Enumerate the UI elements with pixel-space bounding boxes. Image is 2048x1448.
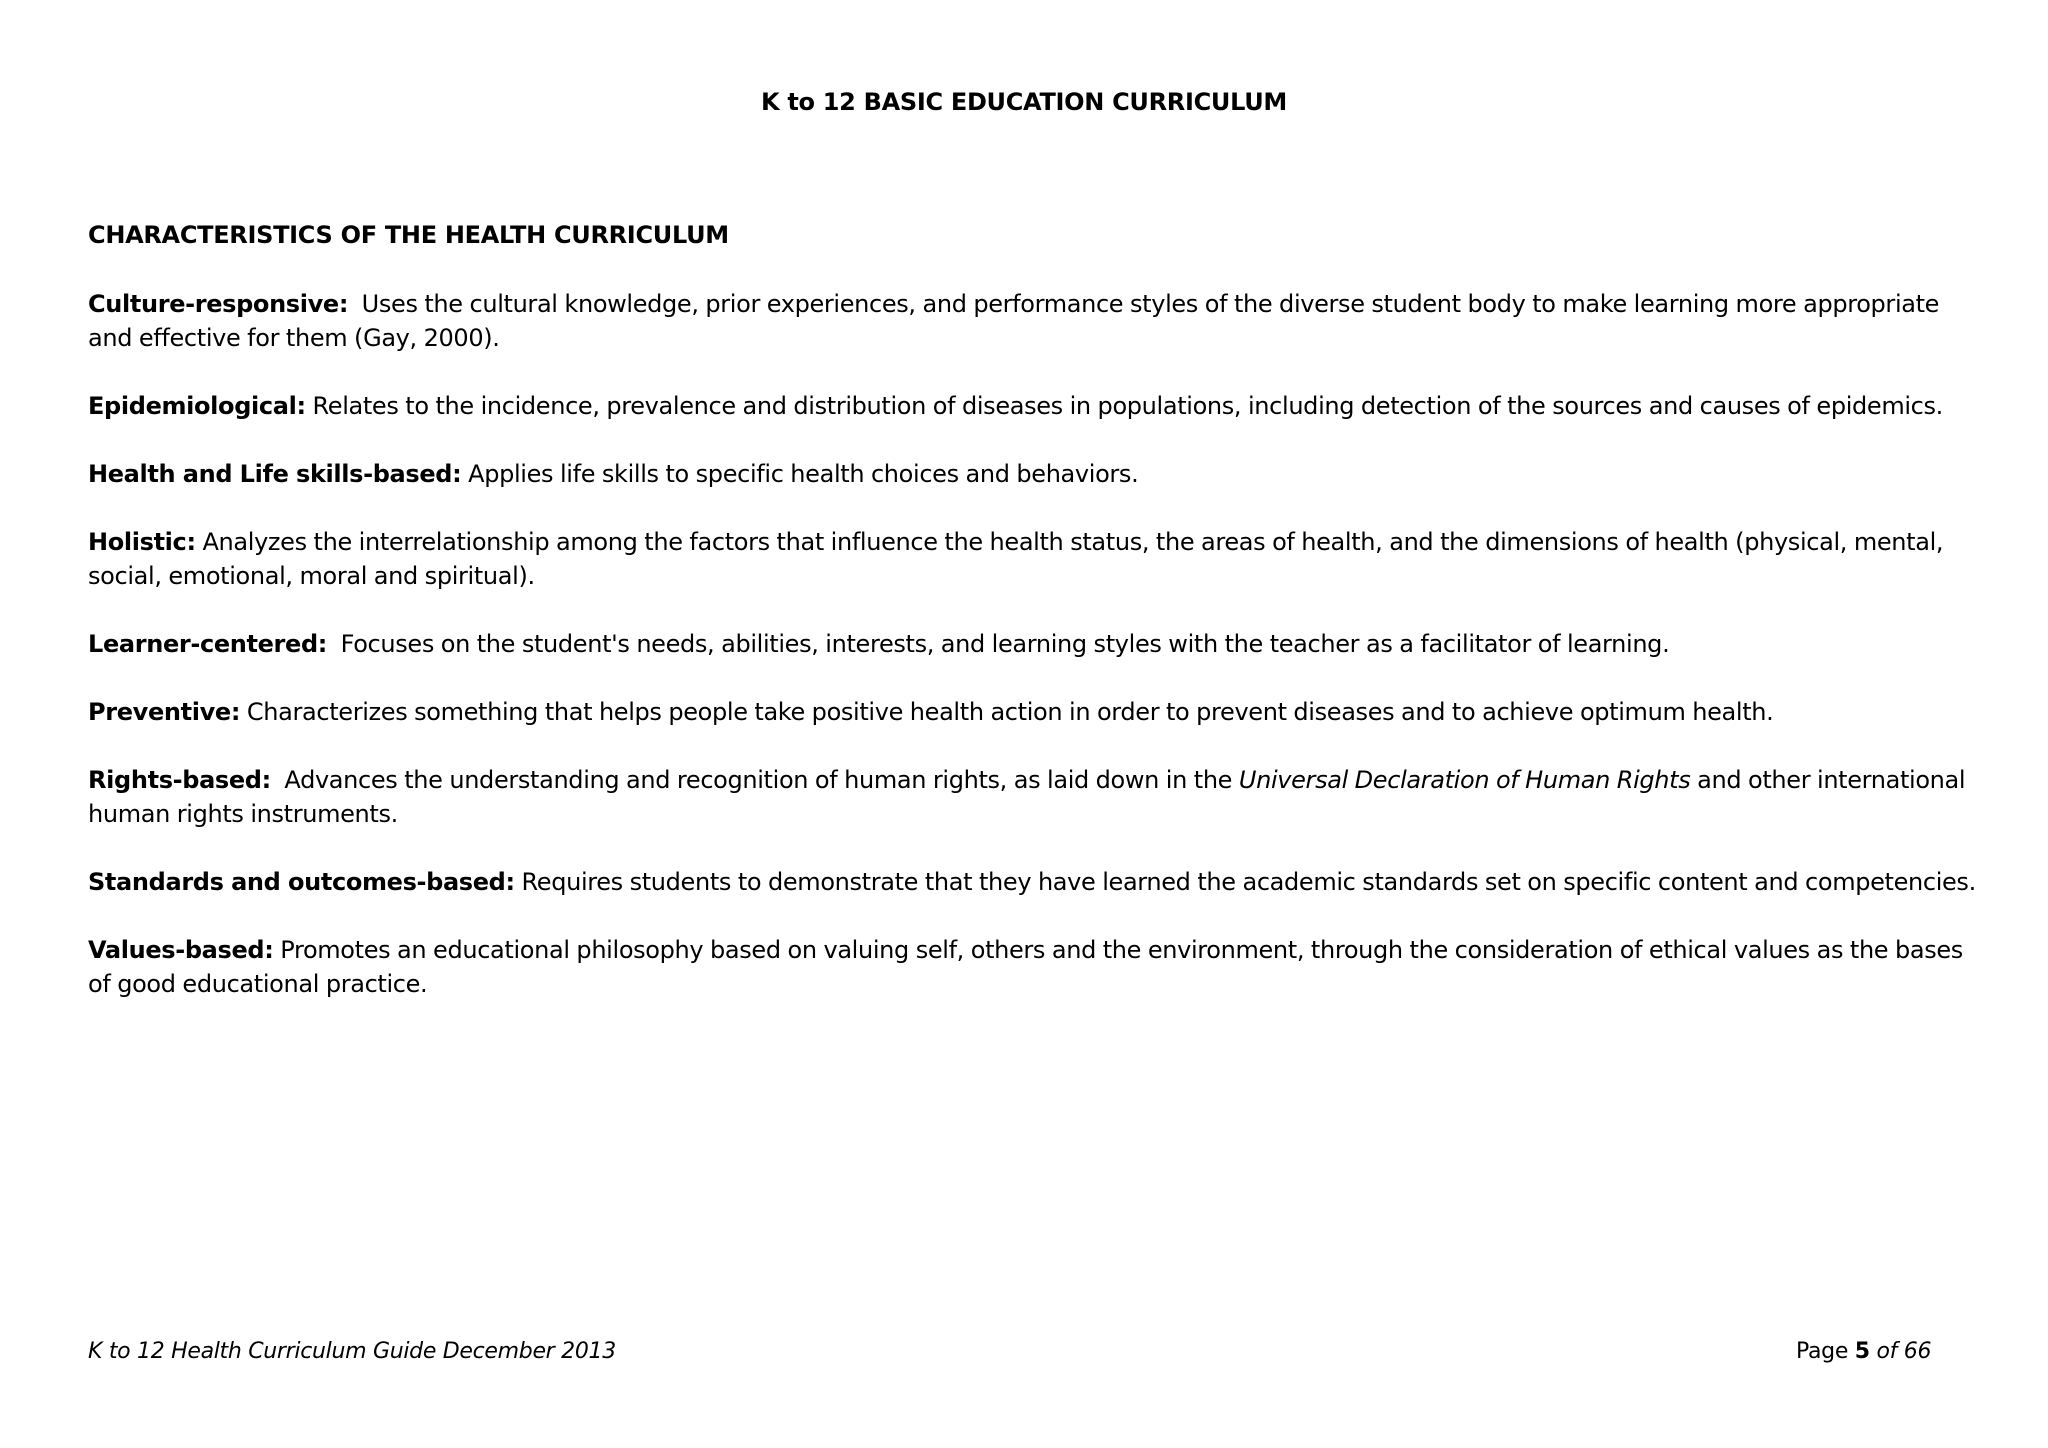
entry-term: Epidemiological: bbox=[88, 392, 306, 420]
entry-epidemiological bbox=[88, 389, 1988, 423]
entry-term: Holistic: bbox=[88, 528, 196, 556]
footer-page-indicator bbox=[1796, 1339, 1931, 1364]
entry-text: Advances the understanding and recognition of human rights, as laid down in the bbox=[284, 766, 1233, 794]
entry-term: Culture-responsive: bbox=[88, 290, 349, 318]
entry-text: Relates to the incidence, prevalence and distribution of diseases in populations, including detection of the sources and causes of epidemics. bbox=[312, 392, 1943, 420]
entry-term: Learner-centered: bbox=[88, 630, 328, 658]
page-prefix: Page bbox=[1796, 1339, 1849, 1364]
entry-text: Requires students to demonstrate that they have learned the academic standards set on specific content and competencies. bbox=[521, 868, 1976, 896]
entry-culture-responsive bbox=[88, 287, 1988, 355]
page-total: of 66 bbox=[1876, 1339, 1932, 1364]
entry-rights-based bbox=[88, 763, 1988, 831]
udhr-title: Universal Declaration of Human Rights bbox=[1238, 766, 1691, 794]
entry-text: Applies life skills to specific health choices and behaviors. bbox=[468, 460, 1139, 488]
entry-health-life-skills bbox=[88, 457, 1988, 491]
entry-text-continued: and other international human rights instruments. bbox=[88, 766, 1966, 828]
entry-text: Promotes an educational philosophy based on valuing self, others and the environment, through the consideration of ethical values as the bases of good educational practice. bbox=[88, 936, 1963, 998]
entry-standards-outcomes bbox=[88, 865, 1988, 899]
entry-values-based bbox=[88, 933, 1988, 1001]
entry-holistic bbox=[88, 525, 1988, 593]
entry-text: Focuses on the student's needs, abilities, interests, and learning styles with the teacher as a facilitator of learning. bbox=[340, 630, 1670, 658]
entry-term: Values-based: bbox=[88, 936, 274, 964]
page-number: 5 bbox=[1854, 1339, 1870, 1364]
document-title: K to 12 BASIC EDUCATION CURRICULUM bbox=[760, 88, 1288, 116]
entry-term: Standards and outcomes-based: bbox=[88, 868, 515, 896]
entry-term: Health and Life skills-based: bbox=[88, 460, 462, 488]
entry-term: Rights-based: bbox=[88, 766, 271, 794]
entry-term: Preventive: bbox=[88, 698, 241, 726]
entry-learner-centered bbox=[88, 627, 1988, 661]
entry-text: Uses the cultural knowledge, prior experiences, and performance styles of the diverse student body to make learning more appropriate and effective for them (Gay, 2000). bbox=[88, 290, 1940, 352]
footer-guide-label: K to 12 Health Curriculum Guide December 2013 bbox=[88, 1339, 616, 1364]
section-heading: CHARACTERISTICS OF THE HEALTH CURRICULUM bbox=[88, 221, 729, 249]
entry-preventive bbox=[88, 695, 1988, 729]
entry-text: Characterizes something that helps people take positive health action in order to prevent diseases and to achieve optimum health. bbox=[246, 698, 1774, 726]
entry-text: Analyzes the interrelationship among the factors that influence the health status, the areas of health, and the dimensions of health (physical, mental, social, emotional, moral and spiritual). bbox=[88, 528, 1944, 590]
